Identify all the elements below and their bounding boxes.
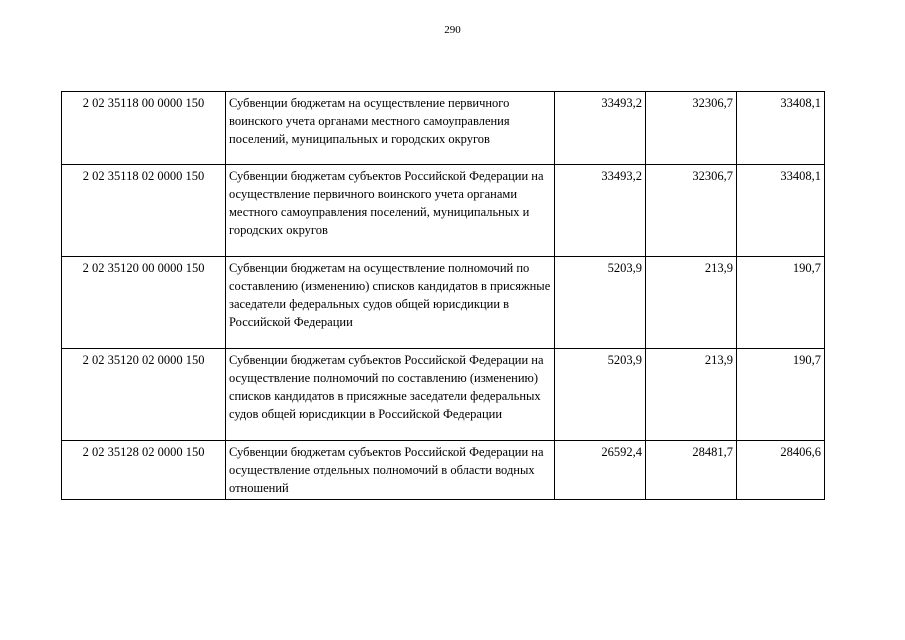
budget-table [61,91,825,500]
value-year-1: 5203,9 [555,257,646,349]
table-row [62,165,825,257]
value-year-2: 32306,7 [646,92,737,165]
budget-description: Субвенции бюджетам на осуществление первичного воинского учета органами местного самоуправления поселений, муниципальных и городских округов [226,92,555,165]
value-year-3: 33408,1 [737,165,825,257]
table-row [62,349,825,441]
value-year-3: 33408,1 [737,92,825,165]
value-year-2: 32306,7 [646,165,737,257]
value-year-2: 28481,7 [646,441,737,500]
budget-code: 2 02 35118 00 0000 150 [62,92,226,165]
budget-code: 2 02 35128 02 0000 150 [62,441,226,500]
value-year-2: 213,9 [646,349,737,441]
table-row [62,441,825,500]
value-year-3: 190,7 [737,257,825,349]
value-year-1: 33493,2 [555,92,646,165]
page-number: 290 [444,24,461,36]
value-year-3: 190,7 [737,349,825,441]
budget-description: Субвенции бюджетам субъектов Российской Федерации на осуществление отдельных полномочий в области водных отношений [226,441,555,500]
budget-description: Субвенции бюджетам на осуществление полномочий по составлению (изменению) списков кандидатов в присяжные заседатели федеральных судов общей юрисдикции в Российской Федерации [226,257,555,349]
budget-code: 2 02 35120 00 0000 150 [62,257,226,349]
budget-code: 2 02 35120 02 0000 150 [62,349,226,441]
value-year-1: 26592,4 [555,441,646,500]
budget-description: Субвенции бюджетам субъектов Российской Федерации на осуществление первичного воинского учета органами местного самоуправления поселений, муниципальных и городских округов [226,165,555,257]
value-year-3: 28406,6 [737,441,825,500]
budget-description: Субвенции бюджетам субъектов Российской Федерации на осуществление полномочий по составлению (изменению) списков кандидатов в присяжные заседатели федеральных судов общей юрисдикции в Российской Федерации [226,349,555,441]
value-year-2: 213,9 [646,257,737,349]
budget-code: 2 02 35118 02 0000 150 [62,165,226,257]
value-year-1: 5203,9 [555,349,646,441]
table-row [62,257,825,349]
value-year-1: 33493,2 [555,165,646,257]
table-row [62,92,825,165]
